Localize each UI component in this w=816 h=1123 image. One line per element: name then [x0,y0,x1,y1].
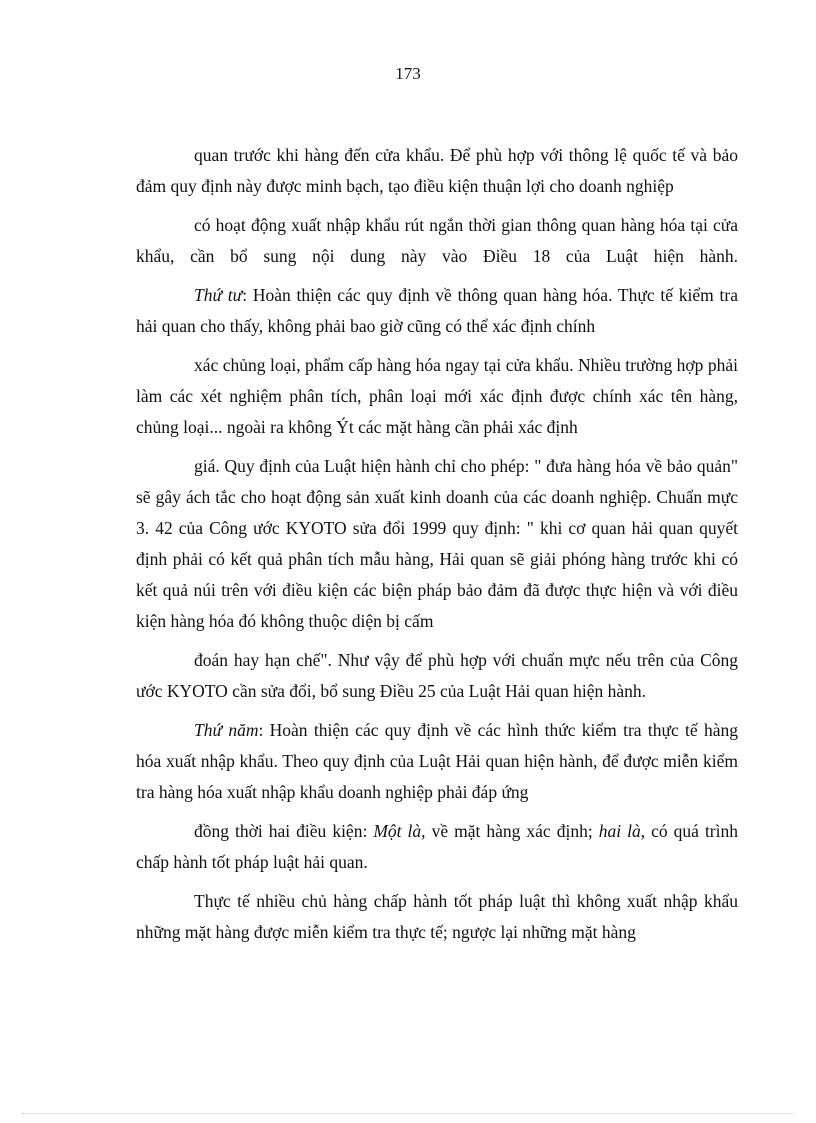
paragraph-7-label: Thứ năm [194,720,259,740]
paragraph-8 [136,816,738,878]
paragraph-8-part-a: đồng thời hai điều kiện: [194,821,374,841]
paragraph-3-label: Thứ tư [194,285,243,305]
paragraph-3-text: : Hoàn thiện các quy định về thông quan hàng hóa. Thực tế kiểm tra hải quan cho thấy, không phải bao giờ cũng có thể xác định chính [136,285,739,336]
paragraph-5: giá. Quy định của Luật hiện hành chỉ cho phép: " đưa hàng hóa về bảo quản" sẽ gây ách tắc cho hoạt động sản xuất kinh doanh của các doanh nghiệp. Chuẩn mực 3. 42 của Công ước KYOTO sửa đổi 1999 quy định: " khi cơ quan hải quan quyết định phải có kết quả phân tích mẫu hàng, Hải quan sẽ giải phóng hàng trước khi có kết quả núi trên với điều kiện các biện pháp bảo đảm đã được thực hiện và với điều kiện hàng hóa đó không thuộc diện bị cấm [136,456,738,631]
paragraph-4: xác chủng loại, phẩm cấp hàng hóa ngay tại cửa khẩu. Nhiều trường hợp phải làm các xét nghiệm phân tích, phân loại mới xác định được chính xác tên hàng, chủng loại... ngoài ra không Ýt các mặt hàng cần phải xác định [136,355,738,437]
paragraph-2: có hoạt động xuất nhập khẩu rút ngắn thời gian thông quan hàng hóa tại cửa khẩu, cần bổ sung nội dung này vào Điều 18 của Luật hiện hành. [136,215,738,266]
paragraph-3 [136,280,738,342]
body-text [136,140,738,948]
paragraph-8-hai-la: hai là [598,821,641,841]
paragraph-7-text: : Hoàn thiện các quy định về các hình thức kiểm tra thực tế hàng hóa xuất nhập khẩu. Theo quy định của Luật Hải quan hiện hành, để được miễn kiểm tra hàng hóa xuất nhập khẩu doanh nghiệp phải đáp ứng [136,720,738,802]
paragraph-1: quan trước khi hàng đến cửa khẩu. Để phù hợp với thông lệ quốc tế và bảo đảm quy định này được minh bạch, tạo điều kiện thuận lợi cho doanh nghiệp [136,145,738,196]
paragraph-6: đoán hay hạn chế". Như vậy để phù hợp với chuẩn mực nếu trên của Công ước KYOTO cần sửa đổi, bổ sung Điều 25 của Luật Hải quan hiện hành. [136,650,738,701]
paragraph-7 [136,715,738,808]
paragraph-8-part-e: , có quá trình chấp hành tốt pháp luật hải quan. [136,821,738,872]
paragraph-9: Thực tế nhiều chủ hàng chấp hành tốt pháp luật thì không xuất nhập khẩu những mặt hàng được miễn kiểm tra thực tế; ngược lại những mặt hàng [136,891,738,942]
paragraph-8-mot-la: Một là [373,821,422,841]
page-bottom-divider [22,1113,794,1114]
paragraph-8-part-c: , về mặt hàng xác định; [421,821,599,841]
page-number: 173 [395,64,421,83]
